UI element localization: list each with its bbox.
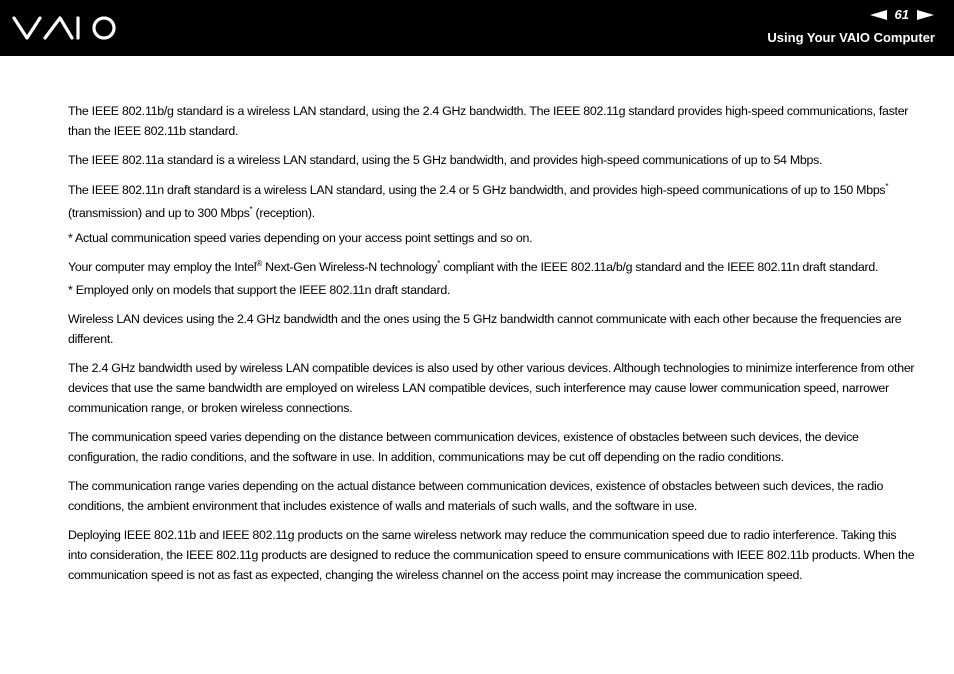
next-page-arrow-icon[interactable] bbox=[917, 10, 934, 20]
paragraph-mixed-network: Deploying IEEE 802.11b and IEEE 802.11g products on the same wireless network may reduce the communication speed due to radio interference. Taking this into consideration, the IEEE 802.11g products are designed to reduce the communication speed to ensure communications with IEEE 802.11b products. When the communication speed is not as fast as expected, changing the wireless channel on the access point may increase the communication speed. bbox=[68, 528, 915, 582]
paragraph-80211n bbox=[68, 179, 916, 225]
footnote-marker: * bbox=[249, 205, 253, 214]
paragraph-bandwidth-compatibility: Wireless LAN devices using the 2.4 GHz bandwidth and the ones using the 5 GHz bandwidth cannot communicate with each other because the frequencies are different. bbox=[68, 312, 902, 346]
footnote-marker: * bbox=[885, 182, 889, 191]
paragraph-intel-wireless bbox=[68, 257, 916, 277]
paragraph-communication-speed: The communication speed varies depending on the distance between communication devices, existence of obstacles between such devices, the device configuration, the radio conditions, and the software in use. In addition, communications may be cut off depending on the radio conditions. bbox=[68, 430, 859, 464]
footnote-speed: * Actual communication speed varies depending on your access point settings and so on. bbox=[68, 231, 533, 245]
page-number: 61 bbox=[894, 7, 909, 22]
main-content bbox=[68, 101, 916, 585]
section-title: Using Your VAIO Computer bbox=[767, 30, 935, 45]
paragraph-intel-part-2: Next-Gen Wireless-N technology bbox=[262, 260, 438, 274]
previous-page-arrow-icon[interactable] bbox=[870, 10, 887, 20]
paragraph-communication-range: The communication range varies depending on the actual distance between communication devices, existence of obstacles between such devices, the radio conditions, the ambient environment that includes existence of walls and materials of such walls, and the software in use. bbox=[68, 479, 884, 513]
paragraph-80211n-part-3: (reception). bbox=[252, 206, 315, 220]
footnote-marker: * bbox=[437, 259, 441, 268]
paragraph-intel-part-1: Your computer may employ the Intel bbox=[68, 260, 257, 274]
paragraph-80211a: The IEEE 802.11a standard is a wireless LAN standard, using the 5 GHz bandwidth, and provides high-speed communications of up to 54 Mbps. bbox=[68, 153, 823, 167]
registered-mark: ® bbox=[256, 259, 262, 268]
paragraph-80211n-part-2: (transmission) and up to 300 Mbps bbox=[68, 206, 250, 220]
vaio-logo bbox=[12, 13, 122, 43]
paragraph-80211n-part-1: The IEEE 802.11n draft standard is a wireless LAN standard, using the 2.4 or 5 GHz bandwidth, and provides high-speed communications of up to 150 Mbps bbox=[68, 183, 886, 197]
paragraph-intel-part-3: compliant with the IEEE 802.11a/b/g standard and the IEEE 802.11n draft standard. bbox=[440, 260, 879, 274]
page-navigation bbox=[870, 7, 934, 23]
header-bar bbox=[0, 0, 954, 56]
footnote-draft-models: * Employed only on models that support the IEEE 802.11n draft standard. bbox=[68, 283, 451, 297]
paragraph-80211bg: The IEEE 802.11b/g standard is a wireless LAN standard, using the 2.4 GHz bandwidth. The IEEE 802.11g standard provides high-speed communications, faster than the IEEE 802.11b standard. bbox=[68, 104, 909, 138]
paragraph-interference: The 2.4 GHz bandwidth used by wireless LAN compatible devices is also used by other various devices. Although technologies to minimize interference from other devices that use the same bandwidth are employed on wireless LAN compatible devices, such interference may cause lower communication speed, narrower communication range, or broken wireless connections. bbox=[68, 361, 915, 415]
